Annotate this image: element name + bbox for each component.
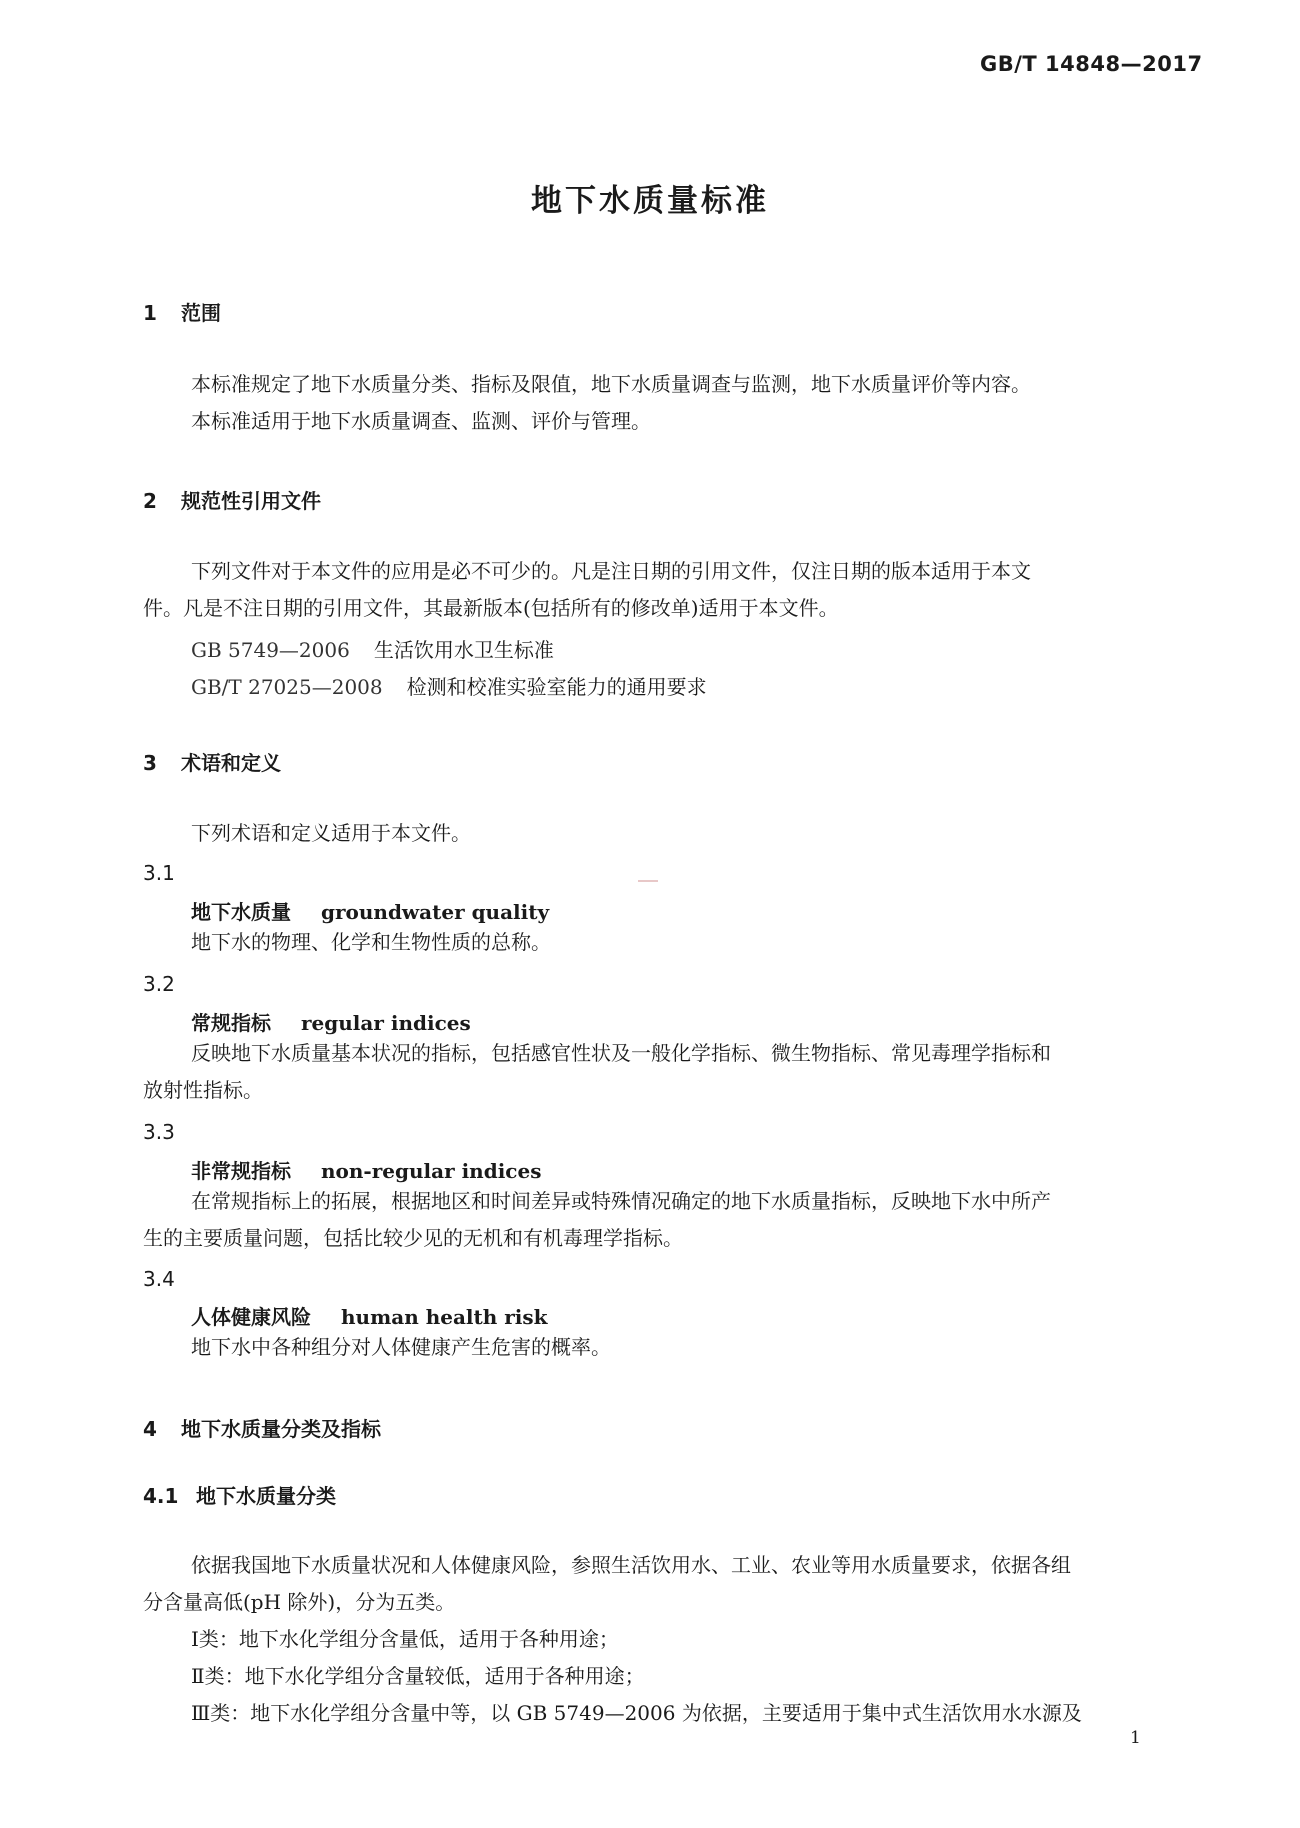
class-item: Ⅰ类：地下水化学组分含量低，适用于各种用途； xyxy=(191,1627,619,1651)
definition-line: 在常规指标上的拓展，根据地区和时间差异或特殊情况确定的地下水质量指标，反映地下水中所产 xyxy=(191,1189,1051,1213)
section-number: 4 xyxy=(143,1417,157,1441)
section-3-heading xyxy=(143,747,281,776)
subsection-number: 4.1 xyxy=(143,1484,179,1508)
term-entry xyxy=(191,896,549,925)
term-number: 3.1 xyxy=(143,861,175,885)
term-definition xyxy=(143,1329,1175,1366)
reference-title: 生活饮用水卫生标准 xyxy=(373,638,554,662)
term-number: 3.2 xyxy=(143,972,175,996)
term-number: 3.4 xyxy=(143,1267,175,1291)
definition-line: 反映地下水质量基本状况的指标，包括感官性状及一般化学指标、微生物指标、常见毒理学指标和 xyxy=(191,1041,1051,1065)
paragraph-line: 下列文件对于本文件的应用是必不可少的。凡是注日期的引用文件，仅注日期的版本适用于本文 xyxy=(191,559,1031,583)
section-1-heading xyxy=(143,297,221,326)
section-title: 地下水质量分类及指标 xyxy=(181,1417,381,1441)
section-title: 术语和定义 xyxy=(181,751,281,775)
section-number: 1 xyxy=(143,301,157,325)
term-english: groundwater quality xyxy=(321,900,550,924)
term-chinese: 非常规指标 xyxy=(191,1159,291,1183)
definition-line: 放射性指标。 xyxy=(143,1078,263,1102)
reference-code: GB/T 27025—2008 xyxy=(191,675,383,699)
term-number: 3.3 xyxy=(143,1120,175,1144)
section-2-heading xyxy=(143,485,321,514)
subsection-4-1-body xyxy=(143,1547,1175,1732)
term-definition xyxy=(143,1183,1175,1257)
paragraph-line: 分含量高低(pH 除外)，分为五类。 xyxy=(143,1590,456,1614)
definition-line: 地下水中各种组分对人体健康产生危害的概率。 xyxy=(191,1335,611,1359)
section-title: 规范性引用文件 xyxy=(181,489,321,513)
term-definition xyxy=(143,1035,1175,1109)
term-entry xyxy=(191,1301,548,1330)
term-definition xyxy=(143,924,1175,961)
section-3-intro xyxy=(143,815,1175,852)
class-item: Ⅲ类：地下水化学组分含量中等，以 GB 5749—2006 为依据，主要适用于集中式生活饮用水水源及 xyxy=(191,1701,1082,1725)
scan-mark xyxy=(638,880,658,882)
paragraph: 本标准规定了地下水质量分类、指标及限值，地下水质量调查与监测，地下水质量评价等内容。 xyxy=(191,372,1031,396)
paragraph: 本标准适用于地下水质量调查、监测、评价与管理。 xyxy=(191,409,651,433)
term-english: non-regular indices xyxy=(321,1159,542,1183)
term-english: regular indices xyxy=(301,1011,471,1035)
term-english: human health risk xyxy=(341,1305,548,1329)
term-chinese: 人体健康风险 xyxy=(191,1305,311,1329)
reference-title: 检测和校准实验室能力的通用要求 xyxy=(406,675,707,699)
definition-line: 生的主要质量问题，包括比较少见的无机和有机毒理学指标。 xyxy=(143,1226,683,1250)
subsection-title: 地下水质量分类 xyxy=(196,1484,336,1508)
paragraph-line: 依据我国地下水质量状况和人体健康风险，参照生活饮用水、工业、农业等用水质量要求，依据各组 xyxy=(191,1553,1071,1577)
subsection-4-1-heading xyxy=(143,1480,336,1509)
page-number: 1 xyxy=(1130,1728,1141,1748)
class-item: Ⅱ类：地下水化学组分含量较低，适用于各种用途； xyxy=(191,1664,645,1688)
section-title: 范围 xyxy=(181,301,221,325)
standard-code: GB/T 14848—2017 xyxy=(980,52,1203,76)
normative-reference xyxy=(191,671,707,700)
definition-line: 地下水的物理、化学和生物性质的总称。 xyxy=(191,930,551,954)
term-entry xyxy=(191,1155,541,1184)
section-number: 3 xyxy=(143,751,157,775)
section-2-intro xyxy=(143,553,1175,627)
document-title: 地下水质量标准 xyxy=(531,183,769,219)
reference-code: GB 5749—2006 xyxy=(191,638,350,662)
term-entry xyxy=(191,1007,471,1036)
section-4-heading xyxy=(143,1413,381,1442)
paragraph: 下列术语和定义适用于本文件。 xyxy=(191,821,471,845)
normative-reference xyxy=(191,634,554,663)
term-chinese: 地下水质量 xyxy=(191,900,291,924)
term-chinese: 常规指标 xyxy=(191,1011,271,1035)
paragraph-line: 件。凡是不注日期的引用文件，其最新版本(包括所有的修改单)适用于本文件。 xyxy=(143,596,839,620)
section-number: 2 xyxy=(143,489,157,513)
section-1-body xyxy=(143,366,1175,440)
